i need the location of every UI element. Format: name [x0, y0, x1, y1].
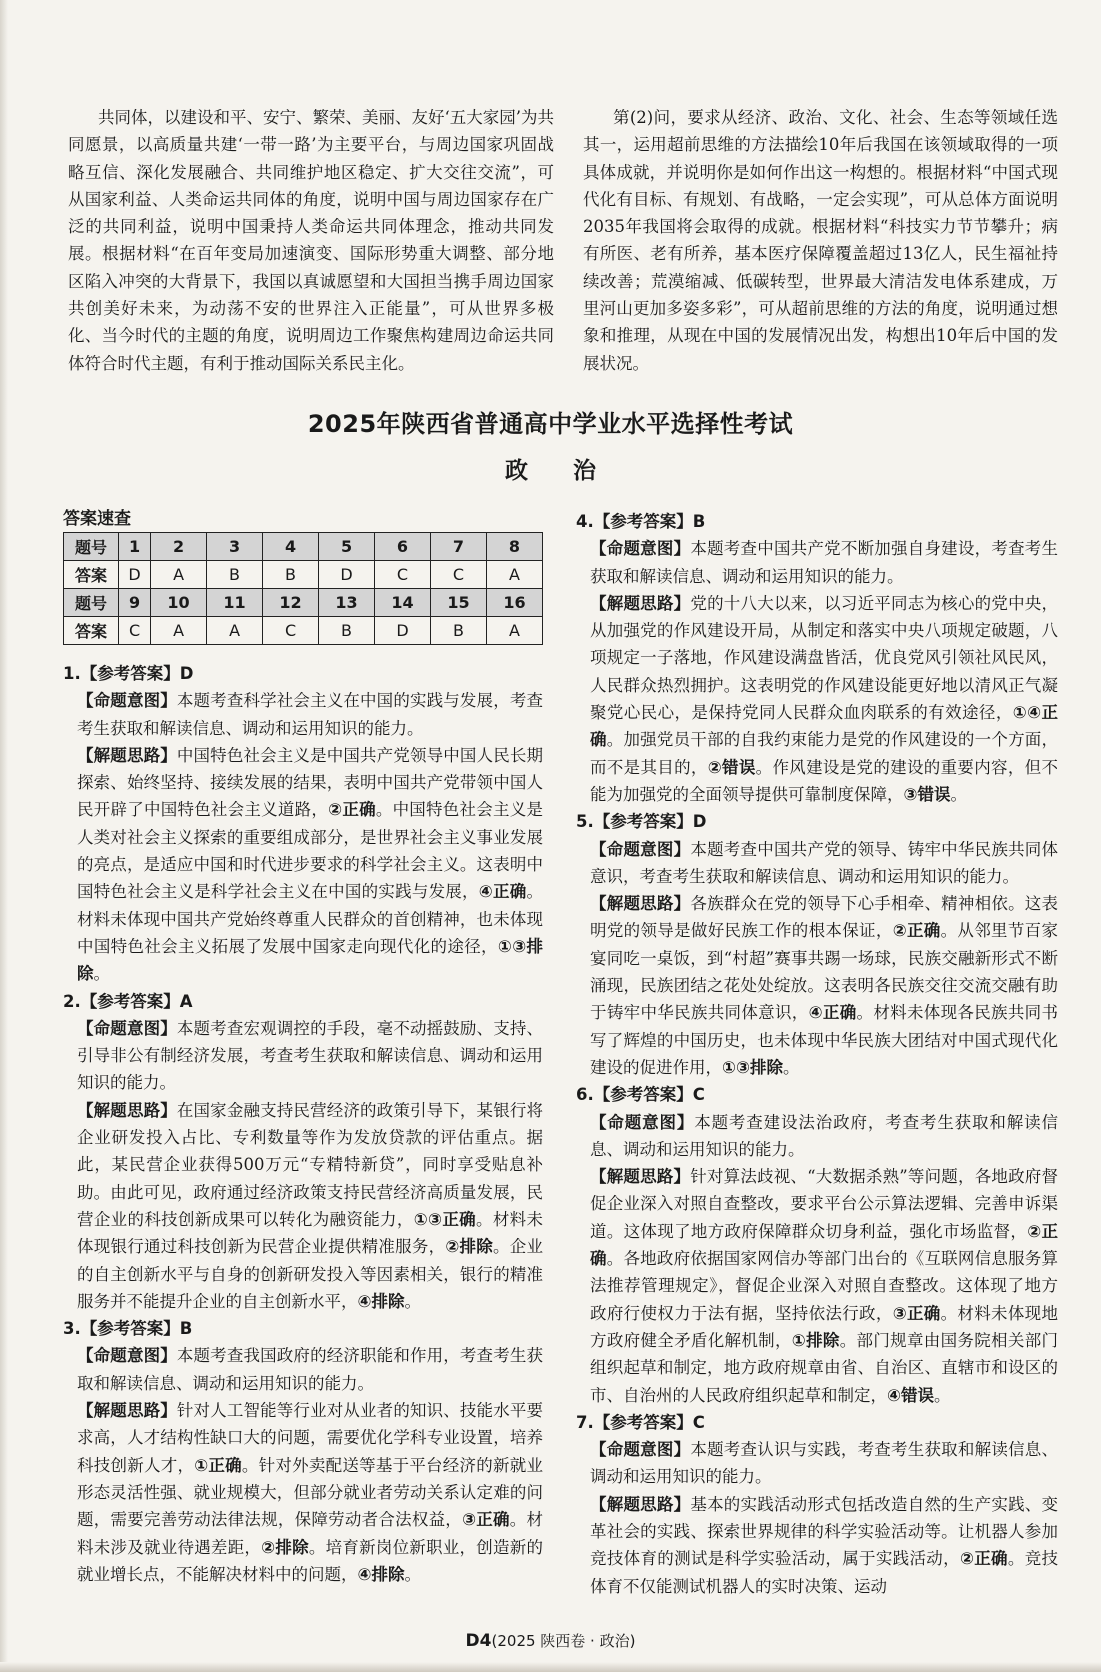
table-cell: 6 — [375, 533, 431, 561]
table-cell: 15 — [430, 589, 486, 617]
idea-text: 党的十八大以来，以习近平同志为核心的党中央，从加强党的作风建设开局，从制定和落实中央八项规定破题，八项规定一子落地，作风建设满盘皆活，优良党风引领社风民风，人民群众热烈拥护。这表明党的作风建设能更好地以清风正气凝聚党心民心，是保持党同人民群众血肉联系的有效途径， — [590, 593, 1059, 723]
idea-verdict: ②排除 — [261, 1537, 309, 1557]
idea-paragraph — [576, 890, 1058, 1081]
answer-table-num-row-2 — [64, 589, 543, 617]
idea-tag: 【解题思路】 — [590, 1167, 691, 1187]
intent-text: 本题考查宏观调控的手段，毫不动摇鼓励、支持、引导非公有制经济发展，考查考生获取和解读信息、调动和运用知识的能力。 — [77, 1018, 544, 1093]
subject-heading: 政治 — [505, 458, 641, 484]
table-cell: B — [319, 617, 375, 645]
reference-answer: 【参考答案】D — [593, 812, 707, 832]
intent-paragraph — [576, 836, 1058, 891]
table-cell: 3 — [207, 533, 263, 561]
intent-tag: 【命题意图】 — [77, 1346, 177, 1366]
intent-paragraph — [63, 687, 543, 742]
table-cell: 1 — [119, 533, 151, 561]
idea-text: 。 — [93, 964, 110, 984]
answer-table-ans-row-1 — [64, 561, 543, 589]
page-code: D4 — [465, 1631, 492, 1651]
right-answer-column — [576, 508, 1058, 1600]
idea-tag: 【解题思路】 — [77, 1401, 177, 1421]
idea-text: 。材料未涉及就业待遇差距， — [77, 1510, 544, 1557]
idea-text: 。针对外卖配送等基于平台经济的新就业形态灵活性强、就业规模大，但部分就业者劳动关系认定难的问题，需要完善劳动法律法规，保障劳动者合法权益， — [77, 1455, 544, 1530]
table-cell: D — [119, 561, 151, 589]
idea-verdict: ③正确 — [892, 1303, 941, 1323]
question-number: 6. — [576, 1085, 594, 1105]
idea-tag: 【解题思路】 — [590, 1494, 691, 1514]
idea-paragraph — [63, 1097, 543, 1315]
answer-block-q3 — [63, 1315, 543, 1342]
top-right-paragraph: 第(2)问，要求从经济、政治、文化、社会、生态等领域任选其一，运用超前思维的方法描绘10年后我国在该领域取得的一项具体成就，并说明你是如何作出这一构想的。根据材料“中国式现代化有目标、有规划、有战略，一定会实现”，可从总体方面说明2035年我国将会取得的成就。根据材料“科技实力节节攀升；病有所医、老有所养，基本医疗保障覆盖超过13亿人，民生福祉持续改善；荒漠缩减、低碳转型，世界最大清洁发电体系建成，万里河山更加多姿多彩”，可从超前思维的方法的角度，说明通过想象和推理，从现在中国的发展情况出发，构想出10年后中国的发展状况。 — [583, 108, 1058, 373]
idea-text: 。竞技体育不仅能测试机器人的实时决策、运动 — [590, 1549, 1059, 1596]
idea-text: 针对人工智能等行业对从业者的知识、技能水平要求高，人才结构性缺口大的问题，需要优化学科专业设置，培养科技创新人才， — [77, 1401, 544, 1475]
table-header-cell: 答案 — [64, 617, 119, 645]
question-number: 7. — [576, 1412, 594, 1432]
table-cell: A — [151, 561, 207, 589]
table-cell: 12 — [263, 589, 319, 617]
idea-text: 。企业的自主创新水平与自身的创新研发投入等因素相关，银行的精准服务并不能提升企业的自主创新水平， — [77, 1237, 543, 1311]
intent-text: 本题考查科学社会主义在中国的实践与发展，考查考生获取和解读信息、调动和运用知识的能力。 — [77, 691, 544, 738]
table-cell: 5 — [319, 533, 375, 561]
idea-text: 各族群众在党的领导下心手相牵、精神相依。这表明党的领导是做好民族工作的根本保证， — [590, 894, 1059, 941]
idea-text: 。 — [782, 1057, 800, 1077]
idea-text: 。培育新岗位新职业，创造新的就业增长点，不能解决材料中的问题， — [77, 1537, 543, 1584]
table-cell: B — [263, 561, 319, 589]
answer-table-num-row-1 — [64, 533, 543, 561]
idea-verdict: ④排除 — [357, 1564, 405, 1584]
page-source: (2025 陕西卷 · 政治) — [491, 1632, 636, 1650]
idea-text: 。 — [933, 1385, 951, 1405]
question-number: 4. — [576, 512, 594, 531]
intent-tag: 【命题意图】 — [590, 1440, 691, 1460]
table-header-cell: 题号 — [64, 533, 119, 561]
idea-verdict: ①④正确 — [590, 703, 1058, 750]
answer-block-q4 — [576, 508, 1058, 535]
table-cell: D — [375, 617, 431, 645]
table-cell: D — [319, 561, 375, 589]
idea-text: 。中国特色社会主义是人类对社会主义探索的重要组成部分，是世界社会主义事业发展的亮点，是适应中国和时代进步要求的科学社会主义。这表明中国特色社会主义是科学社会主义在中国的实践与发展， — [77, 800, 544, 902]
idea-tag: 【解题思路】 — [77, 1100, 177, 1120]
answer-block-q1 — [63, 660, 543, 687]
idea-text: 。各地政府依据国家网信办等部门出台的《互联网信息服务算法推荐管理规定》，督促企业深入对照自查整改。这体现了地方政府行使权力于法有据，坚持依法行政， — [590, 1249, 1059, 1323]
reference-answer: 【参考答案】C — [593, 1412, 705, 1432]
table-cell: 8 — [486, 533, 542, 561]
table-cell: B — [430, 617, 486, 645]
left-answer-column — [63, 660, 543, 1588]
idea-text: 。材料未体现银行通过科技创新为民营企业提供精准服务， — [77, 1209, 543, 1257]
idea-text: 中国特色社会主义是中国共产党领导中国人民长期探索、始终坚持、接续发展的结果，表明中国共产党带领中国人民开辟了中国特色社会主义道路， — [77, 745, 544, 820]
idea-verdict: ③正确 — [462, 1510, 510, 1530]
table-cell: 16 — [486, 589, 542, 617]
idea-verdict: ④错误 — [887, 1385, 934, 1405]
answer-block-q6 — [576, 1081, 1058, 1108]
idea-verdict: ①③正确 — [413, 1209, 476, 1229]
idea-text: 。部门规章由国务院相关部门组织起草和制定，地方政府规章由省、自治区、直辖市和设区的市、自治州的人民政府组织起草和制定， — [590, 1330, 1059, 1405]
idea-text: 。作风建设是党的建设的重要内容，但不能为加强党的全面领导提供可靠制度保障， — [590, 757, 1059, 804]
table-cell: B — [207, 561, 263, 589]
idea-text: 。材料未体现地方政府健全矛盾化解机制， — [590, 1303, 1059, 1350]
question-number: 1. — [63, 664, 81, 683]
table-cell: C — [375, 561, 431, 589]
idea-tag: 【解题思路】 — [77, 745, 177, 765]
table-cell: A — [207, 617, 263, 645]
idea-verdict: ④正确 — [478, 882, 527, 902]
intent-tag: 【命题意图】 — [77, 691, 177, 711]
idea-text: 在国家金融支持民营经济的政策引导下，某银行将企业研发投入占比、专利数量等作为发放贷款的评估重点。据此，某民营企业获得500万元“专精特新贷”，同时享受贴息补助。由此可见，政府通过经济政策支持民营经济高质量发展，民营企业的科技创新成果可以转化为融资能力， — [77, 1100, 544, 1229]
table-cell: C — [430, 561, 486, 589]
idea-verdict: ②排除 — [445, 1237, 494, 1257]
intent-tag: 【命题意图】 — [590, 1112, 695, 1132]
idea-paragraph — [63, 1397, 543, 1588]
intent-paragraph — [63, 1015, 543, 1097]
intent-paragraph — [576, 535, 1058, 590]
scan-shadow-bottom — [0, 1662, 1101, 1672]
answer-block-q7 — [576, 1409, 1058, 1436]
table-cell: A — [486, 561, 542, 589]
idea-text: 。 — [404, 1291, 421, 1311]
idea-verdict: ④排除 — [357, 1291, 405, 1311]
idea-text: 。 — [404, 1564, 421, 1584]
answer-block-q2 — [63, 988, 543, 1015]
table-cell: 14 — [375, 589, 431, 617]
intent-text: 本题考查我国政府的经济职能和作用，考查考生获取和解读信息、调动和运用知识的能力。 — [77, 1346, 544, 1393]
idea-verdict: ①③排除 — [77, 936, 544, 984]
answer-block-q5 — [576, 808, 1058, 835]
table-cell: A — [486, 617, 542, 645]
idea-verdict: ③错误 — [903, 784, 951, 804]
reference-answer: 【参考答案】A — [80, 991, 193, 1011]
table-cell: C — [263, 617, 319, 645]
table-cell: 11 — [207, 589, 263, 617]
answer-table — [63, 532, 543, 645]
idea-verdict: ②错误 — [707, 757, 756, 777]
table-header-cell: 答案 — [64, 561, 119, 589]
idea-verdict: ①排除 — [791, 1330, 840, 1350]
intent-text: 本题考查建设法治政府，考查考生获取和解读信息、调动和运用知识的能力。 — [590, 1112, 1059, 1159]
top-left-paragraph: 共同体，以建设和平、安宁、繁荣、美丽、友好‘五大家园’为共同愿景，以高质量共建‘一带一路’为主要平台，与周边国家巩固战略互信、深化发展融合、共同维护地区稳定、扩大交往交流”，可从国家利益、人类命运共同体的角度，说明中国与周边国家存在广泛的共同利益，说明中国秉持人类命运共同体理念，推动共同发展。根据材料“在百年变局加速演变、国际形势重大调整、部分地区陷入冲突的大背景下，我国以真诚愿望和大国担当携手周边国家共创美好未来，为动荡不安的世界注入正能量”，可从世界多极化、当今时代的主题的角度，说明周边工作聚焦构建周边命运共同体符合时代主题，有利于推动国际关系民主化。 — [68, 108, 554, 373]
idea-paragraph — [63, 742, 543, 988]
idea-tag: 【解题思路】 — [590, 894, 691, 914]
reference-answer: 【参考答案】C — [593, 1085, 705, 1105]
question-number: 2. — [63, 991, 81, 1011]
idea-text: 。从邻里节百家宴同吃一桌饭，到“村超”赛事共踢一场球，民族交融新形式不断涌现，民族团结之花处处绽放。这表明各民族交往交流交融有助于铸牢中华民族共同体意识， — [590, 921, 1059, 1023]
table-cell: C — [119, 617, 151, 645]
intent-text: 本题考查中国共产党不断加强自身建设，考查考生获取和解读信息、调动和运用知识的能力。 — [590, 539, 1059, 586]
reference-answer: 【参考答案】B — [80, 1319, 193, 1339]
idea-text: 。加强党员干部的自我约束能力是党的作风建设的一个方面，而不是其目的， — [590, 730, 1059, 777]
idea-text: 。材料未体现各民族共同书写了辉煌的中国历史，也未体现中华民族大团结对中国式现代化建设的促进作用， — [590, 1003, 1059, 1077]
idea-text: 针对算法歧视、“大数据杀熟”等问题，各地政府督促企业深入对照自查整改，要求平台公示算法逻辑、完善申诉渠道。这体现了地方政府保障群众切身利益，强化市场监督， — [590, 1167, 1059, 1241]
quick-answer-title: 答案速查 — [63, 509, 131, 529]
idea-verdict: ②正确 — [590, 1221, 1058, 1269]
idea-verdict: ④正确 — [808, 1003, 857, 1023]
intent-paragraph — [576, 1109, 1058, 1164]
table-cell: A — [151, 617, 207, 645]
idea-paragraph — [576, 1491, 1058, 1600]
reference-answer: 【参考答案】B — [593, 512, 706, 531]
idea-verdict: ②正确 — [892, 921, 941, 941]
question-number: 5. — [576, 812, 594, 832]
intent-paragraph — [63, 1342, 543, 1397]
scan-shadow-left — [0, 0, 8, 1672]
table-cell: 7 — [430, 533, 486, 561]
table-cell: 13 — [319, 589, 375, 617]
table-header-cell: 题号 — [64, 589, 119, 617]
intent-paragraph — [576, 1436, 1058, 1491]
page-footer — [0, 1630, 1101, 1651]
table-cell: 4 — [263, 533, 319, 561]
exam-title: 2025年陕西省普通高中学业水平选择性考试 — [307, 410, 794, 438]
table-cell: 9 — [119, 589, 151, 617]
table-cell: 10 — [151, 589, 207, 617]
intent-tag: 【命题意图】 — [590, 539, 691, 559]
idea-verdict: ②正确 — [328, 800, 376, 820]
idea-paragraph — [576, 590, 1058, 808]
table-cell: 2 — [151, 533, 207, 561]
idea-text: 。材料未体现中国共产党始终尊重人民群众的首创精神，也未体现中国特色社会主义拓展了发展中国家走向现代化的途径， — [77, 882, 543, 956]
idea-text: 基本的实践活动形式包括改造自然的生产实践、变革社会的实践、探索世界规律的科学实验活动等。让机器人参加竞技体育的测试是科学实验活动，属于实践活动， — [590, 1494, 1059, 1569]
idea-paragraph — [576, 1163, 1058, 1409]
intent-tag: 【命题意图】 — [77, 1018, 177, 1038]
idea-verdict: ②正确 — [959, 1549, 1008, 1569]
answer-table-ans-row-2 — [64, 617, 543, 645]
idea-tag: 【解题思路】 — [590, 593, 691, 613]
reference-answer: 【参考答案】D — [80, 664, 194, 683]
intent-tag: 【命题意图】 — [590, 839, 691, 859]
idea-verdict: ①③排除 — [722, 1057, 783, 1077]
question-number: 3. — [63, 1319, 81, 1339]
idea-text: 。 — [950, 784, 967, 804]
intent-text: 本题考查中国共产党的领导、铸牢中华民族共同体意识，考查考生获取和解读信息、调动和运用知识的能力。 — [590, 839, 1059, 886]
idea-verdict: ①正确 — [194, 1455, 242, 1475]
intent-text: 本题考查认识与实践，考查考生获取和解读信息、调动和运用知识的能力。 — [590, 1440, 1059, 1487]
